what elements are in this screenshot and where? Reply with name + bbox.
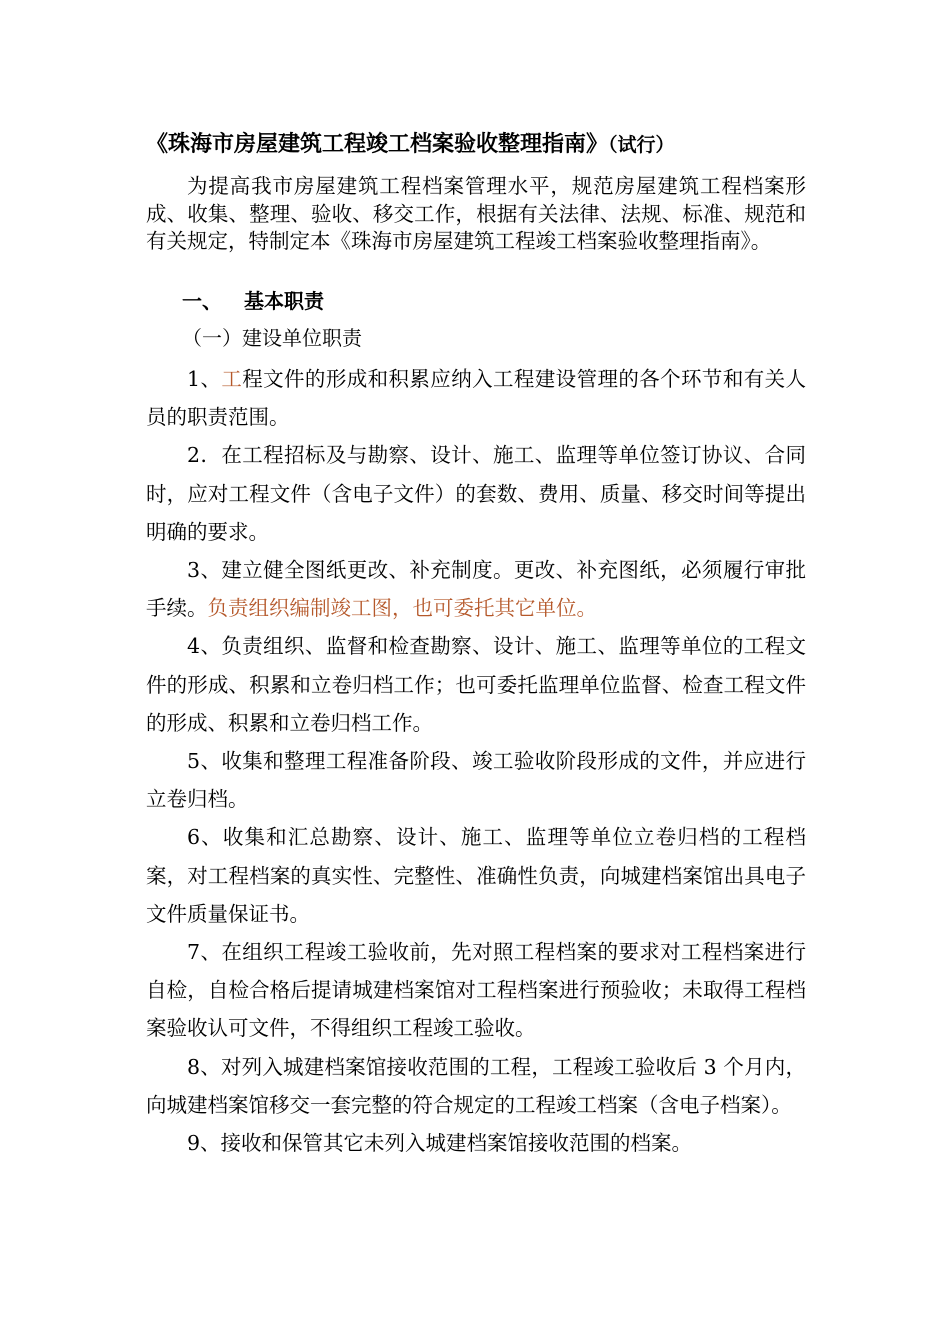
item-number: 2． (187, 443, 222, 468)
highlighted-text: 工 (221, 367, 243, 391)
list-item (146, 627, 806, 742)
list-item (146, 551, 806, 627)
item-text: 负责组织、监督和检查勘察、设计、施工、监理等单位的工程文件的形成、积累和立卷归档工作；也可委托监理单位监督、检查工程文件的形成、积累和立卷归档工作。 (146, 634, 807, 735)
item-text: 收集和汇总勘察、设计、施工、监理等单位立卷归档的工程档案，对工程档案的真实性、完整性、准确性负责，向城建档案馆出具电子文件质量保证书。 (146, 825, 806, 926)
section-title: 基本职责 (244, 289, 324, 313)
item-number: 9、 (187, 1131, 221, 1156)
list-item (146, 436, 806, 551)
item-text: 接收和保管其它未列入城建档案馆接收范围的档案。 (220, 1131, 693, 1156)
item-text: 在工程招标及与勘察、设计、施工、监理等单位签订协议、合同时，应对工程文件（含电子文件）的套数、费用、质量、移交时间等提出明确的要求。 (146, 443, 807, 544)
item-text: 对列入城建档案馆接收范围的工程，工程竣工验收后 3 个月内，向城建档案馆移交一套完整的符合规定的工程竣工档案（含电子档案）。 (146, 1054, 806, 1117)
list-item (146, 360, 806, 436)
subsection-heading: （一）建设单位职责 (182, 326, 362, 350)
item-number: 3、 (187, 558, 222, 583)
document-title (146, 128, 826, 161)
item-text: 建立健全图纸更改、补充制度。更改、补充图纸，必须履行审批手续。 (146, 558, 807, 621)
item-text: 程文件的形成和积累应纳入工程建设管理的各个环节和有关人员的职责范围。 (146, 367, 807, 430)
list-item (146, 1124, 806, 1162)
list-item (146, 742, 806, 818)
title-suffix: （试行） (608, 134, 675, 156)
item-list (146, 360, 806, 1162)
section-number: 一、 (182, 289, 222, 313)
section-heading (146, 287, 842, 315)
highlighted-text: 负责组织编制竣工图，也可委托其它单位。 (207, 596, 597, 621)
item-number: 4、 (187, 634, 222, 659)
item-number: 8、 (187, 1054, 221, 1079)
list-item (146, 1048, 806, 1124)
item-text: 在组织工程竣工验收前，先对照工程档案的要求对工程档案进行自检，自检合格后提请城建档案馆对工程档案进行预验收；未取得工程档案验收认可文件，不得组织工程竣工验收。 (146, 940, 807, 1041)
list-item (146, 818, 806, 933)
item-text: 收集和整理工程准备阶段、竣工验收阶段形成的文件，并应进行立卷归档。 (146, 749, 807, 812)
item-number: 5、 (187, 749, 222, 774)
item-number: 7、 (187, 940, 222, 965)
item-number: 1、 (187, 367, 222, 391)
list-item (146, 933, 806, 1048)
title-main: 《珠海市房屋建筑工程竣工档案验收整理指南》 (146, 131, 609, 157)
intro-paragraph: 为提高我市房屋建筑工程档案管理水平，规范房屋建筑工程档案形成、收集、整理、验收、移交工作，根据有关法律、法规、标准、规范和有关规定，特制定本《珠海市房屋建筑工程竣工档案验收整理指南》。 (146, 174, 806, 253)
item-number: 6、 (187, 825, 223, 850)
